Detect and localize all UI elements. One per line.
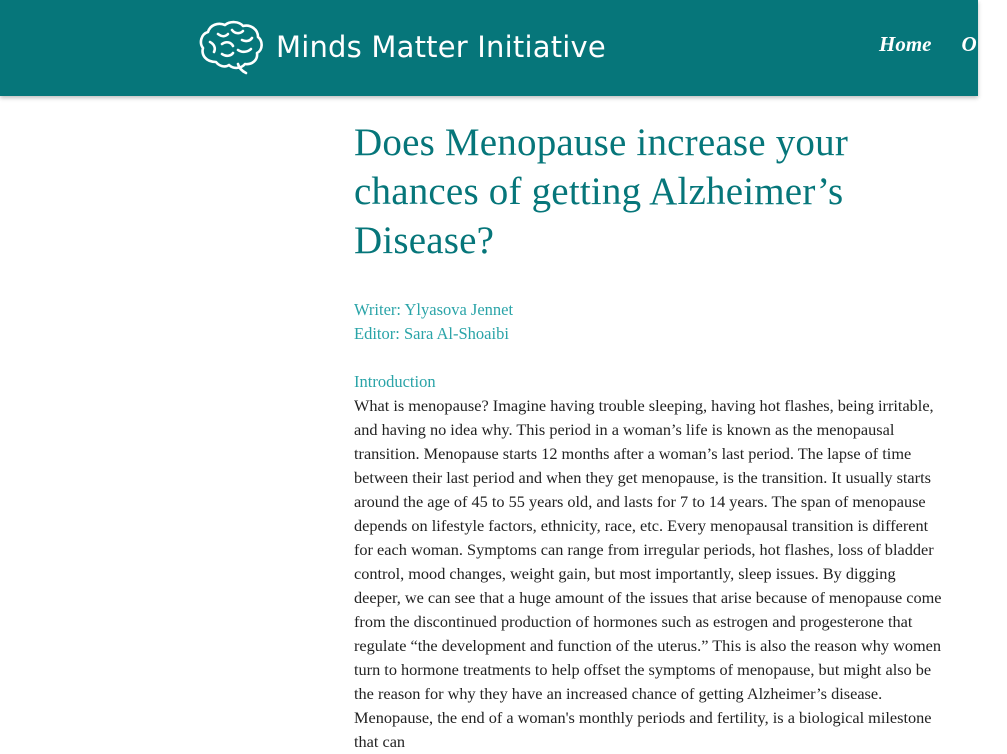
site-header — [0, 0, 978, 96]
nav-item-partial[interactable]: O — [961, 32, 977, 56]
nav-item-home[interactable]: Home — [879, 32, 932, 56]
article-body: What is menopause? Imagine having trouble sleeping, having hot flashes, being irritable, and having no idea why. This period in a woman’s life is known as the menopausal transition. Menopause starts 12 months after a woman’s last period. The lapse of time between their last period and when they get menopause, is the transition. It usually starts around the age of 45 to 55 years old, and lasts for 7 to 14 years. The span of menopause depends on lifestyle factors, ethnicity, race, etc. Every menopausal transition is different for each woman. Symptoms can range from irregular periods, hot flashes, loss of bladder control, mood changes, weight gain, but most importantly, sleep issues. By digging deeper, we can see that a huge amount of the issues that arise because of menopause come from the discontinued production of hormones such as estrogen and progesterone that regulate “the development and function of the uterus.” This is also the reason why women turn to hormone treatments to help offset the symptoms of menopause, but might also be the reason for why they have an increased chance of getting Alzheimer’s disease. Menopause, the end of a woman's monthly periods and fertility, is a biological milestone that can — [354, 396, 942, 751]
article-content — [354, 118, 944, 754]
site-title[interactable]: Minds Matter Initiative — [276, 30, 606, 64]
section-heading: Introduction — [354, 372, 436, 391]
brain-icon — [198, 20, 264, 74]
editor-credit: Editor: Sara Al-Shoaibi — [354, 324, 509, 343]
writer-credit: Writer: Ylyasova Jennet — [354, 300, 514, 319]
article-credits — [354, 298, 944, 346]
article-title: Does Menopause increase your chances of getting Alzheimer’s Disease? — [354, 121, 849, 262]
site-logo[interactable] — [198, 20, 606, 74]
main-nav — [879, 32, 1007, 57]
